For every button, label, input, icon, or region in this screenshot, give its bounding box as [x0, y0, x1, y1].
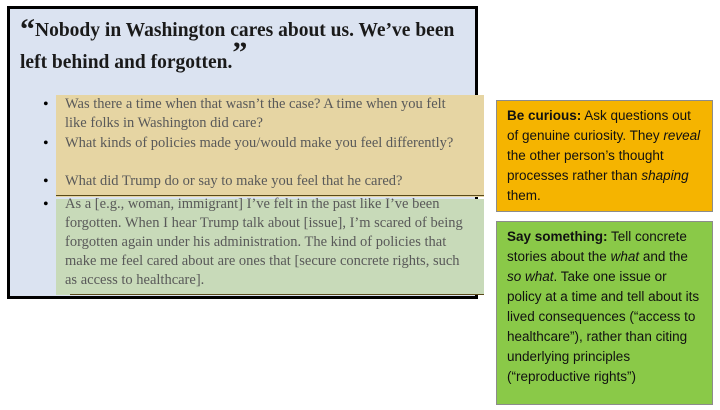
note-text: Tell concrete stories about the: [507, 229, 687, 264]
note-emphasis: shaping: [641, 168, 689, 183]
note-emphasis: what: [610, 249, 640, 264]
be-curious-note: [496, 100, 713, 212]
note-text: Ask questions out of genuine curiosity. They: [507, 108, 691, 143]
bullet-list: [10, 95, 481, 290]
bullet-icon: •: [43, 173, 49, 190]
list-item: [10, 134, 481, 172]
say-something-note: [496, 221, 713, 405]
quote-panel: [7, 6, 478, 299]
bullet-icon: •: [43, 96, 49, 113]
list-item: [10, 172, 481, 192]
note-emphasis: so what: [507, 269, 554, 284]
note-emphasis: reveal: [663, 128, 701, 143]
open-quote-mark: “: [20, 13, 35, 46]
bullet-icon: •: [43, 135, 49, 152]
list-item-text: What kinds of policies made you/would make you feel differently?: [65, 135, 454, 151]
quote-body: Nobody in Washington cares about us. We’ve been left behind and forgotten.: [20, 20, 455, 73]
note-text: . Take one issue or policy at a time and tell about its lived consequences (“access to healthcare”), rather than citing underlying principles (“reproductive rights”): [507, 269, 700, 384]
quote-text: [20, 15, 475, 79]
note-text: the other person’s thought processes rather than: [507, 148, 664, 183]
bullet-icon: •: [43, 196, 49, 213]
note-text: them.: [507, 188, 541, 203]
list-item-text: As a [e.g., woman, immigrant] I’ve felt in the past like I’ve been forgotten. When I hear Trump talk about [issue], I’m scared of being forgotten again under his administration. The kind of policies that make me feel cared about are ones that [secure concrete rights, such as access to healthcare].: [65, 196, 463, 288]
note-text: and the: [639, 249, 688, 264]
list-item: [10, 195, 481, 290]
statement-underline: [70, 294, 484, 295]
note-heading: Say something:: [507, 229, 608, 244]
list-item-text: What did Trump do or say to make you feel that he cared?: [65, 173, 403, 189]
list-item-text: Was there a time when that wasn’t the case? A time when you felt like folks in Washington did care?: [65, 96, 446, 131]
note-heading: Be curious:: [507, 108, 582, 123]
close-quote-mark: ”: [232, 36, 248, 69]
list-item: [10, 95, 481, 134]
